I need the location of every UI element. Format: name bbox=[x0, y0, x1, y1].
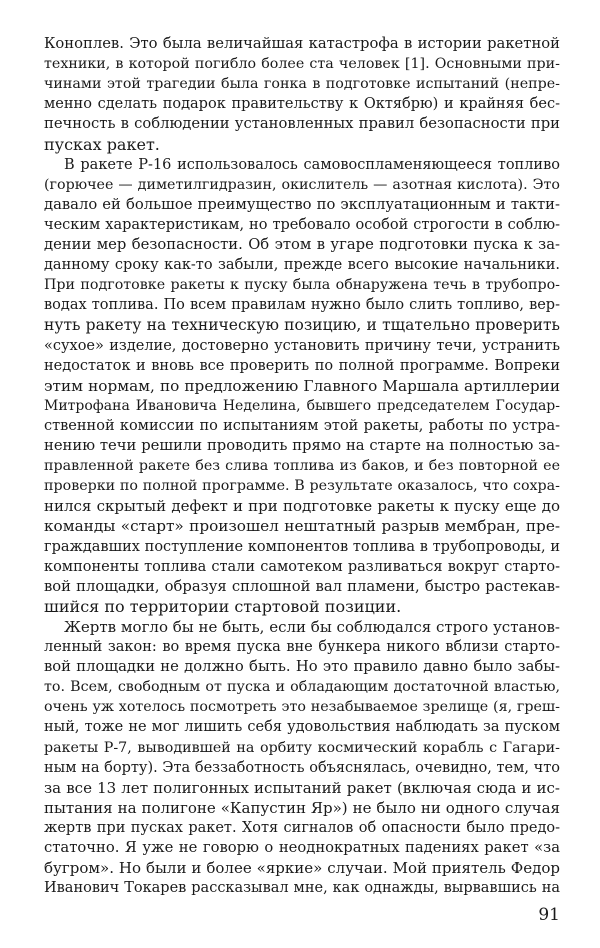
text-line: Иванович Токарев рассказывал мне, как однажды, вырвавшись на bbox=[44, 880, 560, 897]
text-line: за все 13 лет полигонных испытаний ракет (включая сюда и ис- bbox=[44, 778, 560, 797]
text-line: нуть ракету на техническую позицию, и тщательно проверить bbox=[44, 316, 560, 335]
text-line: При подготовке ракеты к пуску была обнаружена течь в трубопро- bbox=[44, 277, 560, 294]
text-line: статочно. Я уже не говорю о неоднократных падениях ракет «за bbox=[44, 839, 560, 856]
text-line: ным на борту). Эта беззаботность объяснялась, очевидно, тем, что bbox=[44, 759, 560, 776]
text-line: проверки по полной программе. В результате оказалось, что сохра- bbox=[44, 478, 560, 495]
text-line: правленной ракете без слива топлива из баков, и без повторной ее bbox=[44, 458, 560, 475]
text-line: давало ей большое преимущество по эксплуатационным и такти- bbox=[44, 195, 560, 213]
text-line: очень уж хотелось посмотреть это незабываемое зрелище (я, греш- bbox=[44, 699, 560, 716]
text-line: В ракете Р-16 использовалось самовоспламеняющееся топливо bbox=[64, 156, 560, 173]
text-line: водах топлива. По всем правилам нужно было слить топливо, вер- bbox=[44, 297, 560, 314]
text-line: пытания на полигоне «Капустин Яр») не было ни одного случая bbox=[44, 798, 560, 817]
text-line: (горючее — диметилгидразин, окислитель — азотная кислота). Это bbox=[44, 176, 560, 193]
text-line: нению течи решили проводить прямо на старте на полностью за- bbox=[44, 437, 560, 454]
text-line: вой площадки, образуя сплошной вал пламени, быстро растекав- bbox=[44, 577, 560, 595]
text-line: ракеты Р-7, выводившей на орбиту космический корабль с Гагари- bbox=[44, 739, 560, 756]
text-line: ческим характеристикам, но требовало особой строгости в соблю- bbox=[44, 216, 560, 233]
text-line: бугром». Но были и более «яркие» случаи. Мой приятель Федор bbox=[44, 859, 560, 878]
text-line: данному сроку как-то забыли, прежде всего высокие начальники. bbox=[44, 257, 560, 274]
text-line: ный, тоже не мог лишить себя удовольствия наблюдать за пуском bbox=[44, 719, 560, 736]
text-line: нился скрытый дефект и при подготовке ракеты к пуску еще до bbox=[44, 497, 560, 516]
text-line: техники, в которой погибло более ста человек [1]. Основными при- bbox=[44, 56, 560, 73]
text-line: команды «старт» произошел нештатный разрыв мембран, пре- bbox=[44, 517, 560, 536]
text-line: менно сделать подарок правительству к Октябрю) и крайняя бес- bbox=[44, 96, 560, 113]
text-line: печность в соблюдении установленных правил безопасности при bbox=[44, 115, 560, 133]
text-line: Коноплев. Это была величайшая катастрофа в истории ракетной bbox=[44, 35, 560, 52]
text-line: Жертв могло бы не быть, если бы соблюдался строго установ- bbox=[64, 617, 560, 636]
text-line: чинами этой трагедии была гонка в подготовке испытаний (непре- bbox=[44, 76, 560, 93]
text-line: ственной комиссии по испытаниям этой ракеты, работы по устра- bbox=[44, 417, 560, 434]
text-line: граждавших поступление компонентов топлива в трубопроводы, и bbox=[44, 538, 560, 555]
text-line: вой площадки не должно быть. Но это правило давно было забы- bbox=[44, 658, 560, 676]
text-line: жертв при пусках ракет. Хотя сигналов об опасности было предо- bbox=[44, 819, 560, 836]
text-line: пусках ракет. bbox=[44, 134, 160, 154]
text-line: этим нормам, по предложению Главного Маршала артиллерии bbox=[44, 376, 560, 395]
text-line: то. Всем, свободным от пуска и обладающим достаточной властью, bbox=[44, 679, 560, 696]
text-line: дении мер безопасности. Об этом в угаре подготовки пуска к за- bbox=[44, 236, 560, 253]
text-line: ленный закон: во время пуска вне бункера никого вблизи старто- bbox=[44, 639, 560, 655]
text-line: компоненты топлива стали самотеком разливаться вокруг старто- bbox=[44, 558, 560, 575]
page-number: 91 bbox=[538, 905, 560, 925]
text-line: «сухое» изделие, достоверно установить причину течи, устранить bbox=[44, 337, 560, 354]
text-line: Митрофана Ивановича Неделина, бывшего председателем Государ- bbox=[44, 397, 560, 414]
text-line: недостаток и вновь все проверить по полной программе. Вопреки bbox=[44, 357, 560, 374]
text-line: шийся по территории стартовой позиции. bbox=[44, 596, 402, 616]
